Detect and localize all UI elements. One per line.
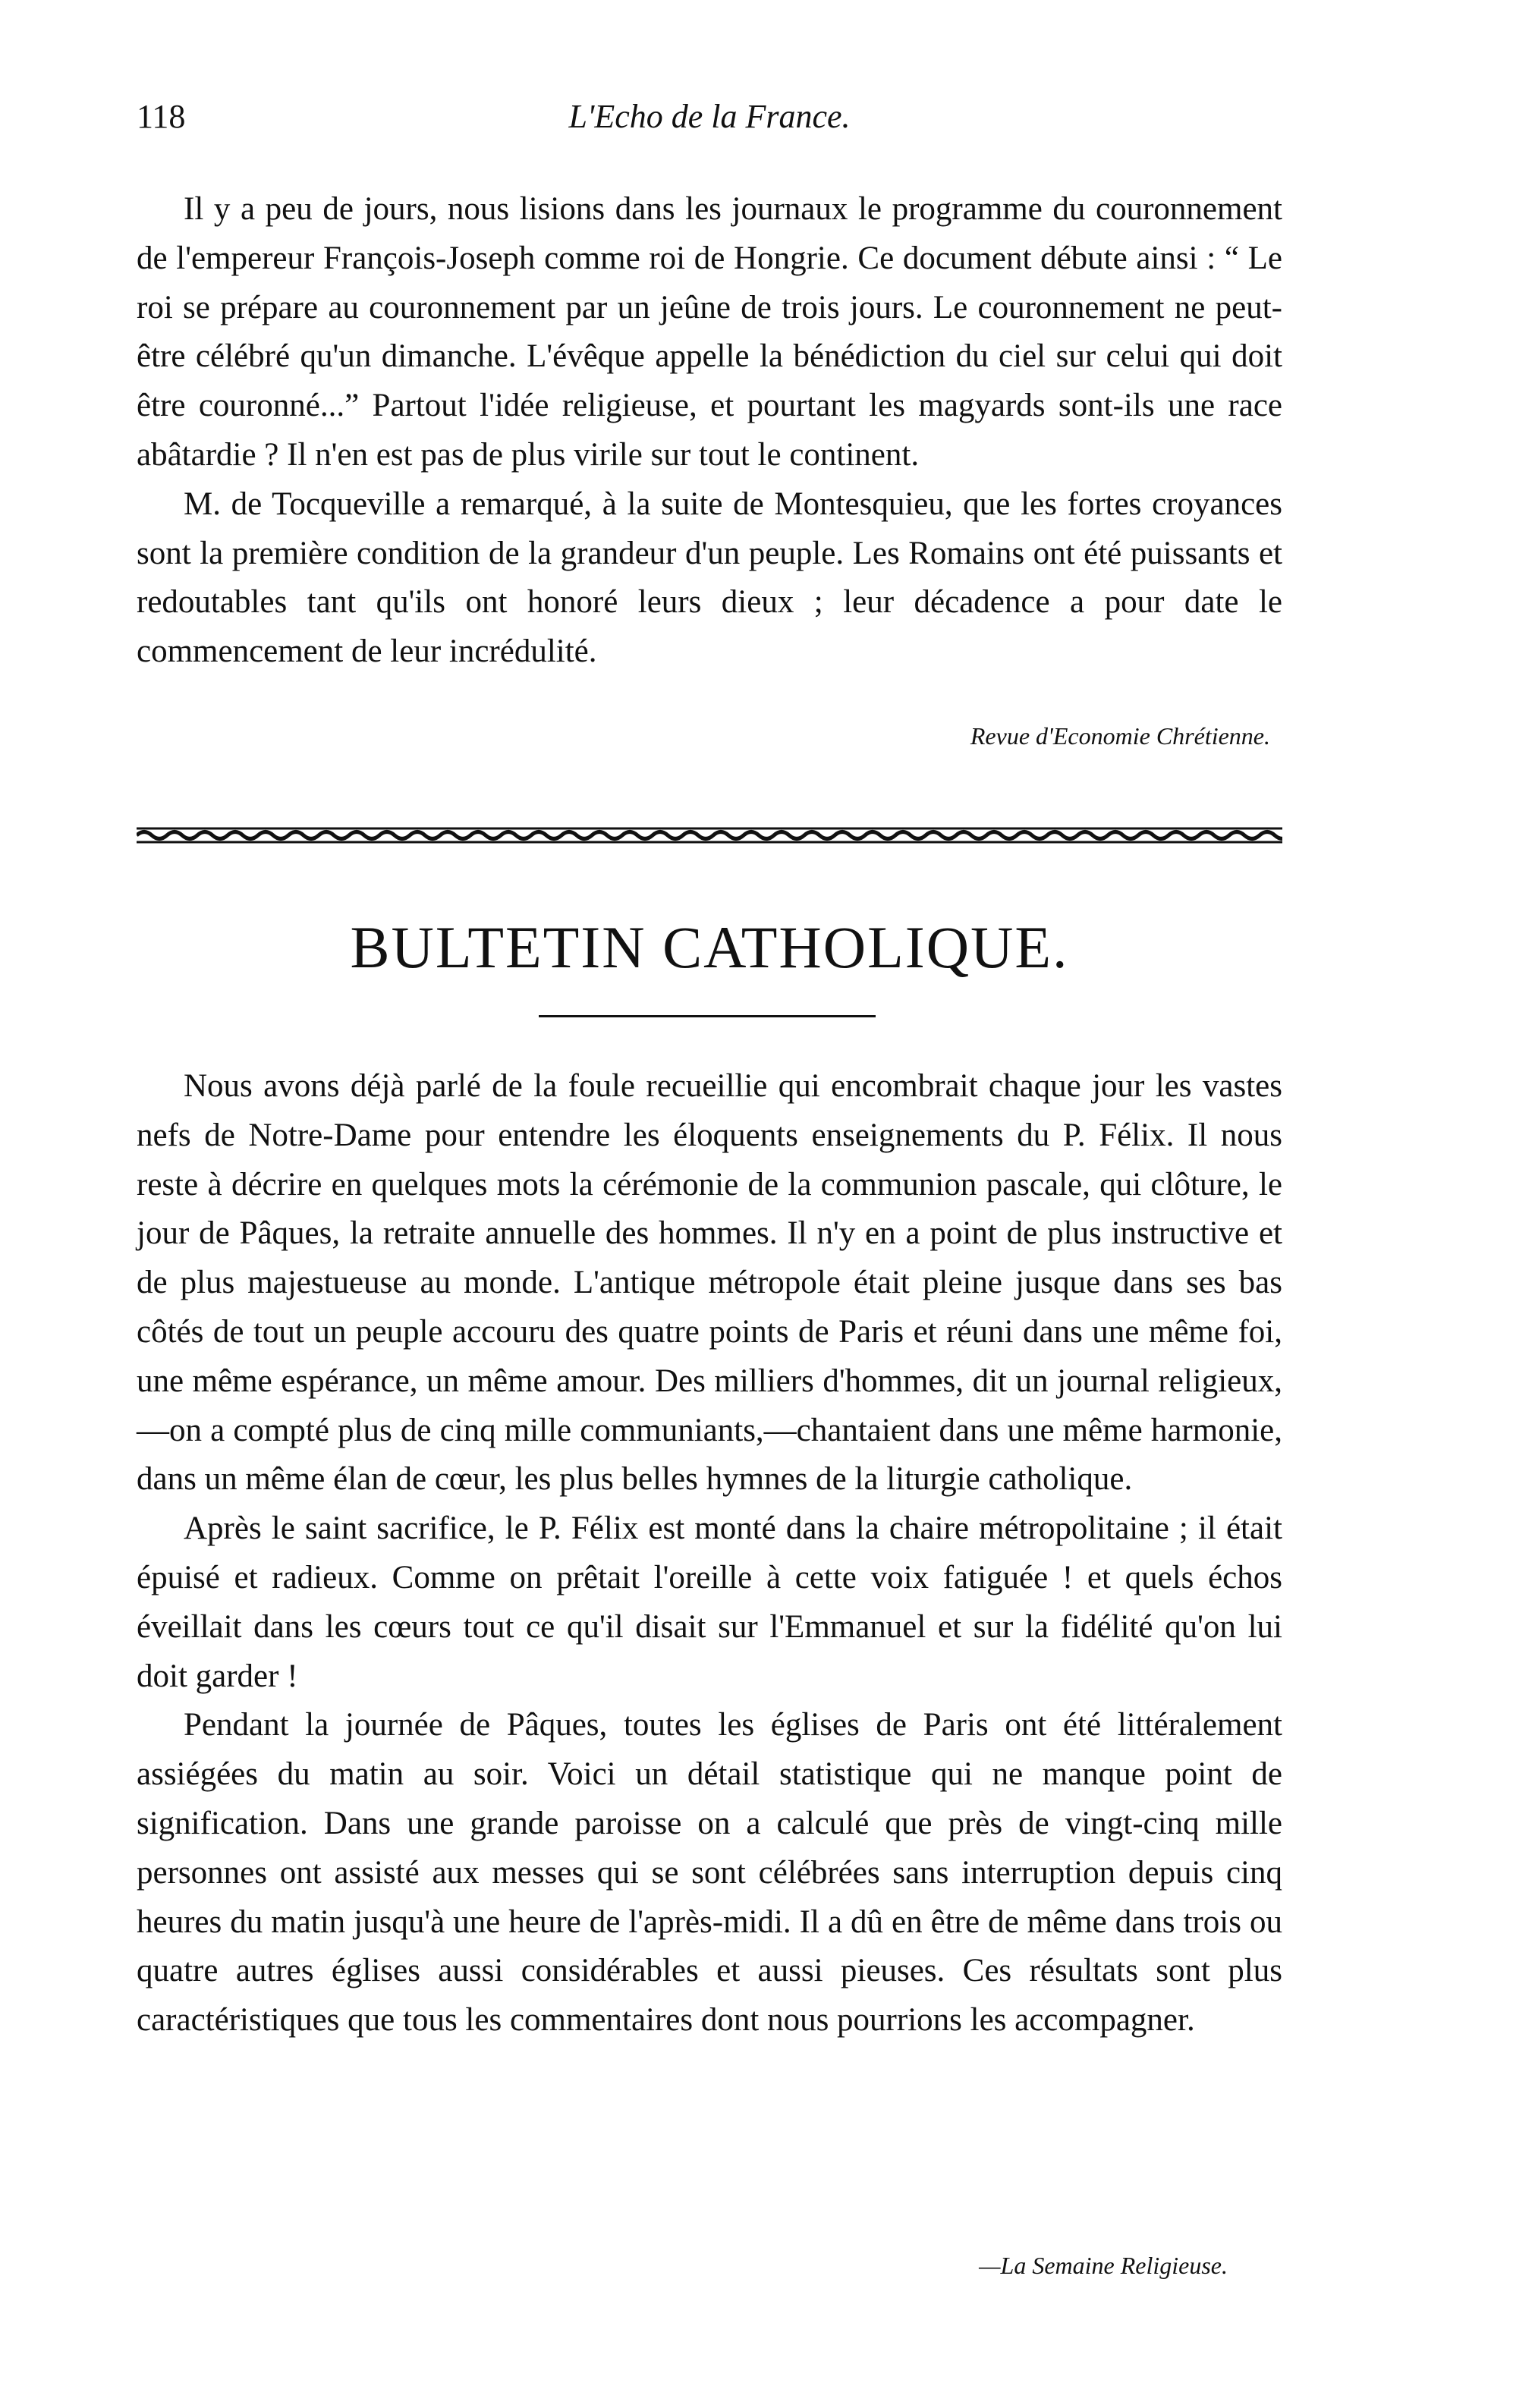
paragraph: Il y a peu de jours, nous lisions dans les journaux le programme du couronnement de l'empereur François-Joseph comme roi de Hongrie. Ce document débute ainsi : “ Le roi se prépare au couronnement par un jeûne de trois jours. Le couronnement ne peut-être célébré qu'un dimanche. L'évêque appelle la bénédiction du ciel sur celui qui doit être couronné...” Partout l'idée religieuse, et pourtant les magyards sont-ils une race abâtardie ? Il n'en est pas de plus virile sur tout le continent. [137,191,1282,473]
journal-title: L'Echo de la France. [568,98,851,135]
title-rule [539,1015,876,1017]
paragraph: Pendant la journée de Pâques, toutes les églises de Paris ont été littéralement assiégées du matin au soir. Voici un détail statistique qui ne manque point de signification. Dans une grande paroisse on a calculé que près de vingt-cinq mille personnes ont assisté aux messes qui se sont célébrées sans interruption depuis cinq heures du matin jusqu'à une heure de l'après-midi. Il a dû en être de même dans trois ou quatre autres églises aussi considérables et aussi pieuses. Ces résultats sont plus caractéristiques que tous les commentaires dont nous pourrions les accompagner. [137,1707,1282,2039]
source-attribution: Revue d'Economie Chrétienne. [970,722,1270,750]
article-catholic-bulletin [137,1062,1282,2045]
ornamental-divider [137,824,1282,847]
section-title: BULTETIN CATHOLIQUE. [350,914,1069,980]
paragraph: Nous avons déjà parlé de la foule recueillie qui encombrait chaque jour les vastes nefs de Notre-Dame pour entendre les éloquents enseignements du P. Félix. Il nous reste à décrire en quelques mots la cérémonie de la communion pascale, qui clôture, le jour de Pâques, la retraite annuelle des hommes. Il n'y en a point de plus instructive et de plus majestueuse au monde. L'antique métropole était pleine jusque dans ses bas côtés de tout un peuple accouru des quatre points de Paris et réuni dans une même foi, une même espérance, un même amour. Des milliers d'hommes, dit un journal religieux,—on a compté plus de cinq mille communiants,—chantaient dans une même harmonie, dans un même élan de cœur, les plus belles hymnes de la liturgie catholique. [137,1068,1282,1498]
paragraph: M. de Tocqueville a remarqué, à la suite de Montesquieu, que les fortes croyances sont la première condition de la grandeur d'un peuple. Les Romains ont été puissants et redoutables tant qu'ils ont honoré leurs dieux ; leur décadence a pour date le commencement de leur incrédulité. [137,486,1282,670]
article-coronation [137,185,1282,677]
running-head [137,97,1282,143]
page-number: 118 [137,98,186,135]
source-attribution: —La Semaine Religieuse. [979,2252,1228,2279]
paragraph: Après le saint sacrifice, le P. Félix est monté dans la chaire métropolitaine ; il était épuisé et radieux. Comme on prêtait l'oreille à cette voix fatiguée ! et quels échos éveillait dans les cœurs tout ce qu'il disait sur l'Emmanuel et sur la fidélité qu'on lui doit garder ! [137,1511,1282,1694]
